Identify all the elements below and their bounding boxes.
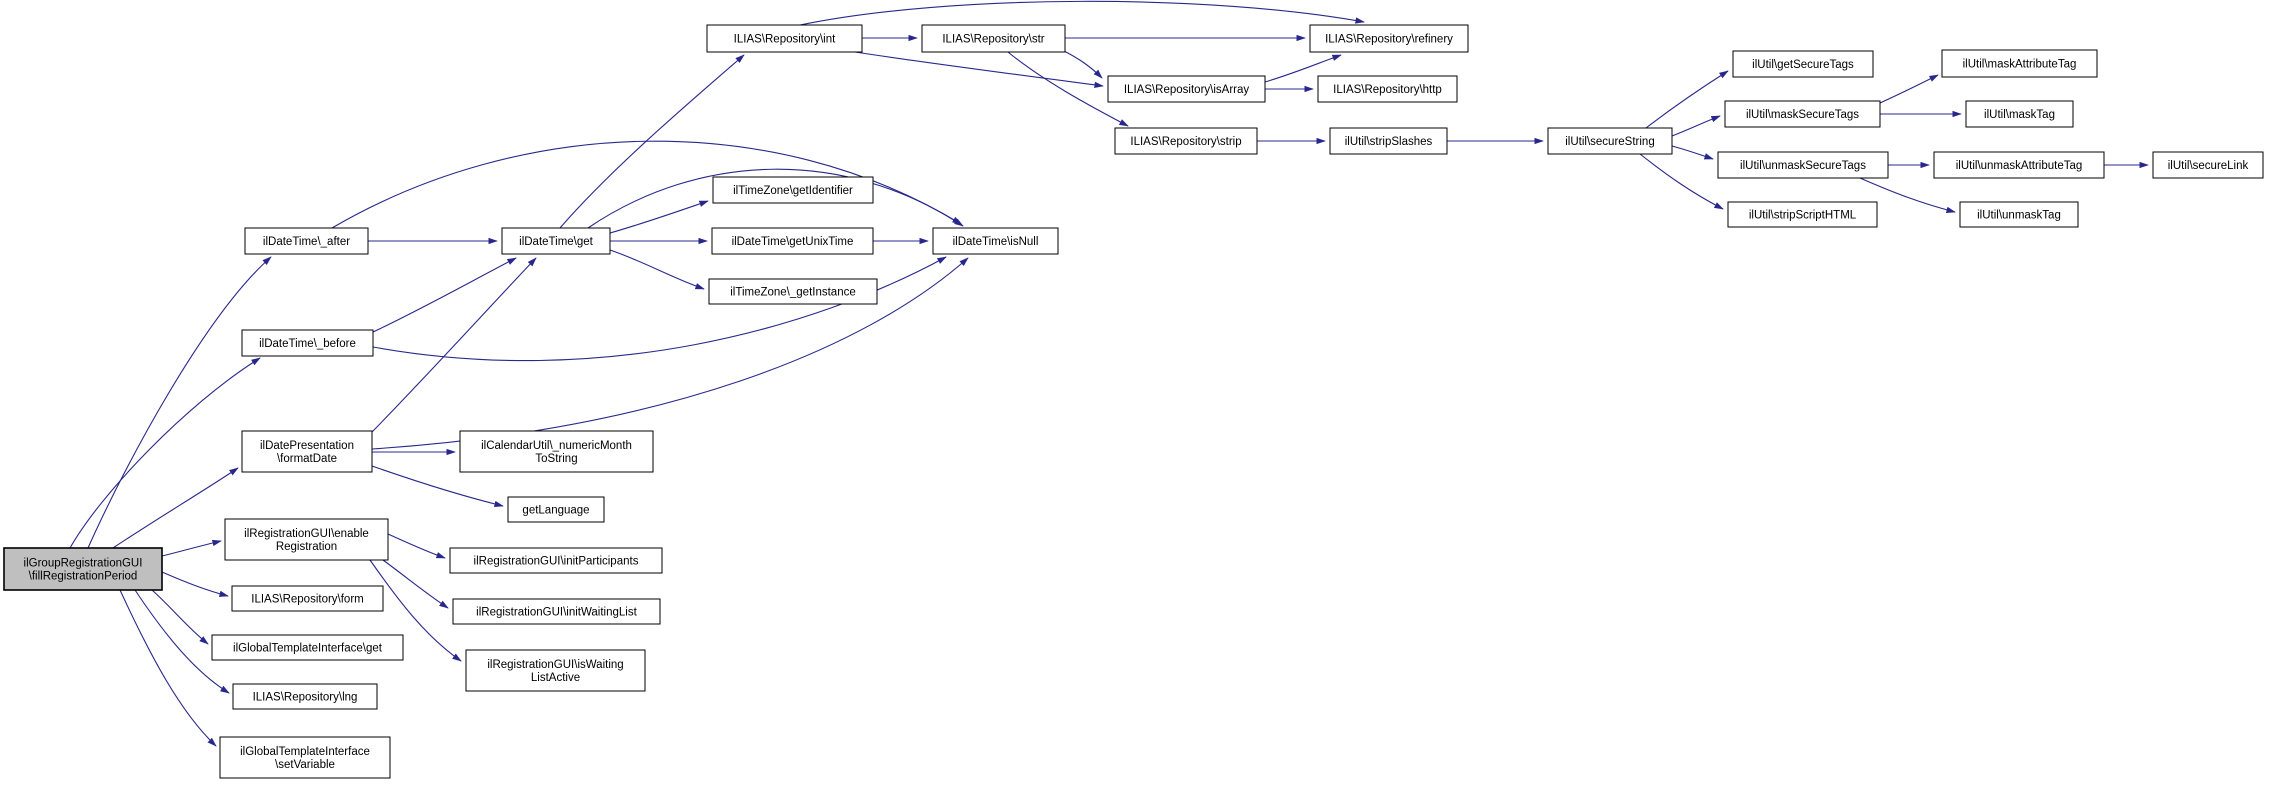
node-getSecureTags[interactable]: [1733, 51, 1873, 77]
node-getLanguage-label: getLanguage: [522, 504, 590, 517]
node-getIdentifier[interactable]: [713, 177, 873, 203]
node-unmaskSecureTags-label: ilUtil\unmaskSecureTags: [1740, 160, 1866, 172]
edge-enableRegistration-to-initParticipants: [388, 534, 445, 558]
node-maskTag-label: ilUtil\maskTag: [1984, 109, 2055, 121]
node-isWaitingListActive-label: ListActive: [530, 672, 581, 684]
edge-before-to-isNull: [373, 257, 946, 361]
node-numericMonth[interactable]: [460, 431, 653, 472]
node-enableRegistration-label: ilRegistrationGUI\enable: [244, 528, 369, 540]
node-unmaskTag[interactable]: [1960, 202, 2078, 227]
edge-root-to-form: [162, 572, 228, 596]
edge-secureString-to-maskSecureTags: [1672, 116, 1720, 136]
node-gtiGet-label: ilGlobalTemplateInterface\get: [233, 642, 382, 655]
node-str[interactable]: [922, 25, 1065, 52]
edge-secureString-to-getSecureTags: [1646, 71, 1728, 128]
node-refinery[interactable]: [1310, 25, 1468, 52]
node-secureLink-label: ilUtil\secureLink: [2167, 160, 2249, 172]
node-int[interactable]: [707, 25, 862, 52]
node-str-label: ILIAS\Repository\str: [942, 33, 1045, 46]
edge-int-to-isArray: [855, 52, 1103, 86]
node-unmaskSecureTags[interactable]: [1718, 152, 1888, 178]
node-setVariable-label: \setVariable: [275, 759, 335, 771]
edge-maskSecureTags-to-maskAttributeTag: [1880, 75, 1938, 103]
nodes-layer: [4, 25, 2263, 778]
node-unmaskAttributeTag-label: ilUtil\unmaskAttributeTag: [1955, 160, 2083, 172]
edge-get-to-getInstance: [610, 250, 704, 289]
node-root-label: \fillRegistrationPeriod: [28, 570, 138, 583]
node-initWaitingList[interactable]: [453, 599, 660, 624]
node-stripScriptHTML-label: ilUtil\stripScriptHTML: [1748, 209, 1857, 222]
node-form[interactable]: [232, 586, 383, 611]
node-stripSlashes-label: ilUtil\stripSlashes: [1344, 136, 1433, 148]
node-isNull[interactable]: [933, 228, 1058, 254]
node-enableRegistration-label: Registration: [275, 541, 338, 553]
node-secureString-label: ilUtil\secureString: [1565, 136, 1655, 148]
node-getLanguage[interactable]: [508, 497, 604, 522]
node-int-label: ILIAS\Repository\int: [733, 33, 836, 46]
node-stripSlashes[interactable]: [1330, 128, 1447, 154]
edge-root-to-formatDate: [113, 468, 238, 548]
node-secureLink[interactable]: [2153, 152, 2263, 178]
node-maskTag[interactable]: [1966, 101, 2073, 127]
node-root: [4, 548, 162, 590]
node-lng-label: ILIAS\Repository\lng: [252, 691, 358, 704]
node-maskSecureTags[interactable]: [1725, 101, 1880, 127]
node-gtiGet[interactable]: [212, 635, 403, 660]
edge-before-to-get: [373, 258, 516, 332]
node-initWaitingList-label: ilRegistrationGUI\initWaitingList: [476, 606, 637, 619]
node-formatDate-label: \formatDate: [276, 453, 338, 465]
edge-root-to-gtiGet: [152, 590, 208, 644]
edge-secureString-to-stripScriptHTML: [1640, 154, 1723, 209]
node-numericMonth-label: ToString: [535, 453, 578, 465]
node-isArray-label: ILIAS\Repository\isArray: [1123, 84, 1250, 96]
node-formatDate-label: ilDatePresentation: [260, 440, 354, 452]
edge-str-to-isArray: [1062, 50, 1102, 78]
node-strip[interactable]: [1115, 128, 1257, 154]
node-getUnixTime-label: ilDateTime\getUnixTime: [731, 236, 854, 248]
node-getInstance-label: ilTimeZone\_getInstance: [730, 286, 856, 299]
node-stripScriptHTML[interactable]: [1728, 202, 1877, 227]
node-http[interactable]: [1318, 76, 1457, 102]
node-before[interactable]: [242, 330, 373, 356]
node-setVariable-label: ilGlobalTemplateInterface: [240, 746, 370, 758]
node-formatDate[interactable]: [242, 431, 372, 472]
node-refinery-label: ILIAS\Repository\refinery: [1325, 33, 1453, 46]
node-getSecureTags-label: ilUtil\getSecureTags: [1752, 59, 1854, 71]
node-after-label: ilDateTime\_after: [262, 236, 351, 248]
node-get[interactable]: [502, 228, 610, 254]
node-unmaskTag-label: ilUtil\unmaskTag: [1977, 209, 2061, 222]
node-setVariable[interactable]: [220, 737, 390, 778]
node-unmaskAttributeTag[interactable]: [1934, 152, 2104, 178]
node-get-label: ilDateTime\get: [519, 236, 593, 248]
edge-enableRegistration-to-initWaitingList: [383, 560, 448, 608]
node-before-label: ilDateTime\_before: [259, 338, 356, 350]
node-getIdentifier-label: ilTimeZone\getIdentifier: [733, 185, 853, 197]
edge-root-to-after: [88, 257, 271, 548]
node-root-label: ilGroupRegistrationGUI: [23, 557, 143, 570]
node-secureString[interactable]: [1548, 128, 1672, 154]
node-isWaitingListActive[interactable]: [466, 650, 645, 691]
node-form-label: ILIAS\Repository\form: [251, 593, 364, 606]
node-getInstance[interactable]: [709, 279, 877, 304]
edge-root-to-setVariable: [120, 590, 216, 746]
node-after[interactable]: [245, 228, 368, 254]
edge-int-to-refinery: [800, 1, 1364, 25]
node-maskAttributeTag-label: ilUtil\maskAttributeTag: [1962, 58, 2077, 71]
node-isWaitingListActive-label: ilRegistrationGUI\isWaiting: [487, 659, 624, 671]
node-maskSecureTags-label: ilUtil\maskSecureTags: [1745, 109, 1860, 121]
node-lng[interactable]: [233, 684, 377, 709]
edge-formatDate-to-get: [372, 258, 536, 432]
node-http-label: ILIAS\Repository\http: [1333, 84, 1442, 96]
node-initParticipants[interactable]: [450, 548, 662, 573]
edge-secureString-to-unmaskSecureTags: [1672, 146, 1713, 159]
node-isArray[interactable]: [1108, 76, 1265, 102]
node-initParticipants-label: ilRegistrationGUI\initParticipants: [473, 555, 639, 568]
node-getUnixTime[interactable]: [712, 228, 873, 254]
edge-root-to-enableRegistration: [162, 541, 221, 556]
node-strip-label: ILIAS\Repository\strip: [1130, 136, 1242, 148]
node-maskAttributeTag[interactable]: [1942, 50, 2097, 77]
node-enableRegistration[interactable]: [225, 519, 388, 560]
node-numericMonth-label: ilCalendarUtil\_numericMonth: [481, 440, 632, 452]
node-isNull-label: ilDateTime\isNull: [952, 236, 1039, 248]
